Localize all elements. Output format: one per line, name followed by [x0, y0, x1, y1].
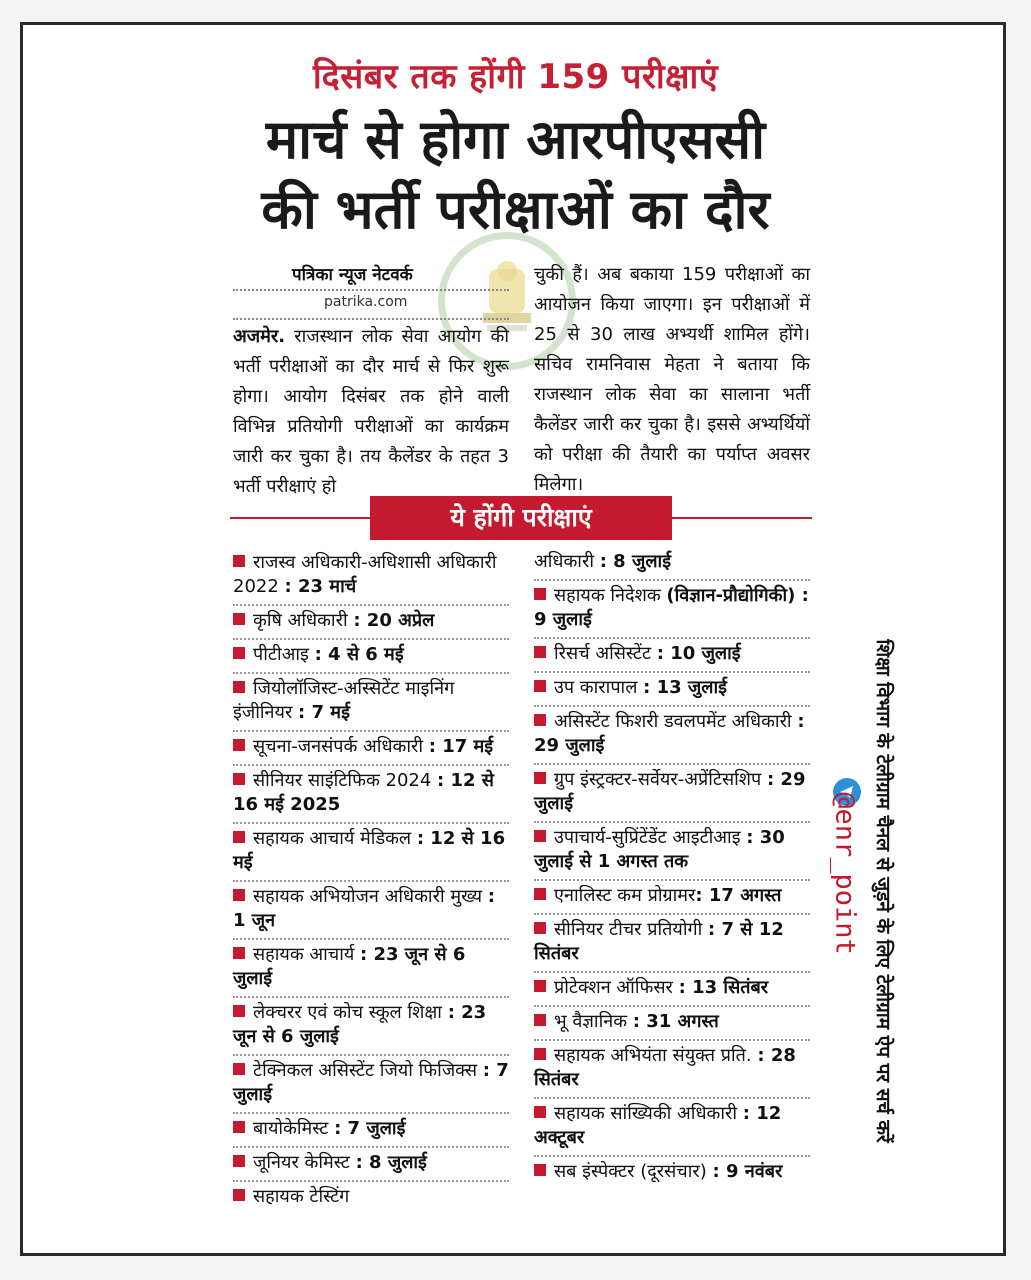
exam-date: (विज्ञान-प्रौद्योगिकी) : 9 जुलाई: [534, 585, 809, 630]
list-item: [233, 1182, 509, 1214]
exam-date: : 9 नवंबर: [712, 1161, 783, 1182]
list-item: [233, 1148, 509, 1182]
exam-date: : 8 जुलाई: [355, 1152, 427, 1173]
side-note: [863, 630, 903, 1160]
bullet-square-icon: [233, 889, 245, 901]
exam-date: : 7 मई: [298, 702, 350, 723]
exam-name: सहायक सांख्यिकी अधिकारी: [554, 1103, 743, 1124]
list-item: [534, 673, 810, 707]
bullet-square-icon: [233, 555, 245, 567]
bullet-square-icon: [233, 831, 245, 843]
bullet-square-icon: [534, 772, 546, 784]
list-item: [233, 674, 509, 732]
exam-date: : 12 से 16 मई 2025: [233, 770, 494, 815]
bullet-square-icon: [534, 980, 546, 992]
exam-name: उप कारापाल: [554, 677, 644, 698]
exam-date: : 10 जुलाई: [656, 643, 741, 664]
exam-date: : 23 जून से 6 जुलाई: [233, 944, 466, 989]
exam-name: भू वैज्ञानिक: [554, 1011, 633, 1032]
exam-name: सहायक अभियोजन अधिकारी मुख्य: [253, 886, 488, 907]
bullet-square-icon: [534, 714, 546, 726]
list-item: [233, 882, 509, 940]
bullet-square-icon: [233, 1063, 245, 1075]
exam-name: ग्रुप इंस्ट्रक्टर-सर्वेयर-अप्रेंटिसशिप: [554, 769, 767, 790]
list-item: [233, 1056, 509, 1114]
list-item: [534, 639, 810, 673]
list-item: [233, 940, 509, 998]
exam-name: जूनियर केमिस्ट: [253, 1152, 356, 1173]
list-item: [534, 915, 810, 973]
list-item: [233, 732, 509, 766]
bullet-square-icon: [233, 1005, 245, 1017]
exam-date: : 1 जून: [233, 886, 495, 931]
exam-date: : 7 जुलाई: [233, 1060, 509, 1105]
exam-name: सहायक टेस्टिंग: [253, 1186, 350, 1207]
list-item: [233, 606, 509, 640]
headline-line-2: की भर्ती परीक्षाओं का दौर: [261, 178, 770, 241]
kicker-headline: दिसंबर तक होंगी 159 परीक्षाएं: [312, 57, 719, 97]
bullet-square-icon: [534, 588, 546, 600]
exam-date: : 31 अगस्त: [632, 1011, 719, 1032]
list-item: [534, 1099, 810, 1157]
exam-name: जियोलॉजिस्ट-अस्सिटेंट माइनिंग इंजीनियर: [233, 678, 455, 723]
bullet-square-icon: [534, 1014, 546, 1026]
bullet-square-icon: [233, 1189, 245, 1201]
exam-name: सहायक आचार्य: [253, 944, 361, 965]
telegram-handle: [820, 780, 866, 1000]
bullet-square-icon: [534, 1164, 546, 1176]
bullet-square-icon: [534, 830, 546, 842]
bullet-square-icon: [534, 680, 546, 692]
exam-name: राजस्व अधिकारी-अधिशासी अधिकारी 2022: [233, 552, 497, 597]
bullet-square-icon: [233, 1155, 245, 1167]
exam-date: : 13 सितंबर: [678, 977, 769, 998]
list-item: [233, 998, 509, 1056]
exam-name: एनालिस्ट कम प्रोग्रामर: [554, 885, 696, 906]
list-item: [534, 823, 810, 881]
list-item: [534, 1007, 810, 1041]
bullet-square-icon: [534, 646, 546, 658]
dateline: अजमेर.: [233, 326, 286, 347]
site-name: patrika.com: [324, 294, 408, 310]
exam-name: सब इंस्पेक्टर (दूरसंचार): [554, 1161, 713, 1182]
exam-date: : 12 से 16 मई: [233, 828, 506, 873]
site-divider: [233, 318, 509, 320]
intro-left-text: राजस्थान लोक सेवा आयोग की भर्ती परीक्षाओं का दौर मार्च से फिर शुरू होगा। आयोग दिसंबर तक होने वाली विभिन्न प्रतियोगी परीक्षाओं का कार्यक्रम जारी कर चुका है। तय कैलेंडर के तहत 3 भर्ती परीक्षाएं हो: [233, 326, 509, 497]
exam-date: : 13 जुलाई: [643, 677, 727, 698]
list-item: [534, 581, 810, 639]
bullet-square-icon: [534, 888, 546, 900]
bullet-square-icon: [233, 647, 245, 659]
bullet-square-icon: [233, 613, 245, 625]
handle-text: @enr_point: [829, 792, 861, 955]
exam-name: रिसर्च असिस्टेंट: [554, 643, 657, 664]
list-item-continued: अधिकारी : 8 जुलाई: [534, 548, 810, 581]
list-item: [534, 1157, 810, 1189]
exam-name: बायोकेमिस्ट: [253, 1118, 335, 1139]
exam-name: लेक्चरर एवं कोच स्कूल शिक्षा: [253, 1002, 448, 1023]
bullet-square-icon: [534, 1106, 546, 1118]
list-item: [233, 766, 509, 824]
intro-right-column: चुकी हैं। अब बकाया 159 परीक्षाओं का आयोजन किया जाएगा। इन परीक्षाओं में 25 से 30 लाख अभ्यर्थी शामिल होंगे। सचिव रामनिवास मेहता ने बताया कि राजस्थान लोक सेवा का सालाना भर्ती कैलेंडर जारी कर चुका है। इससे अभ्यर्थियों को परीक्षा की तैयारी का पर्याप्त अवसर मिलेगा।: [534, 264, 810, 495]
list-item: [233, 640, 509, 674]
section-banner: ये होंगी परीक्षाएं: [370, 496, 672, 540]
bullet-square-icon: [233, 681, 245, 693]
exam-name: सूचना-जनसंपर्क अधिकारी: [253, 736, 429, 757]
headline-line-1: मार्च से होगा आरपीएससी: [265, 108, 766, 171]
bullet-square-icon: [233, 1121, 245, 1133]
bullet-square-icon: [233, 947, 245, 959]
list-item: [534, 765, 810, 823]
exam-list-right: [534, 548, 810, 1189]
exam-name: टेक्निकल असिस्टेंट जियो फिजिक्स: [253, 1060, 483, 1081]
exam-list-left: [233, 548, 509, 1214]
list-item: [233, 824, 509, 882]
exam-date: : 29 जुलाई: [534, 769, 806, 814]
exam-date: : 4 से 6 मई: [314, 644, 404, 665]
exam-date: : 29 जुलाई: [534, 711, 805, 756]
exam-date: : 17 अगस्त: [695, 885, 782, 906]
list-item: [534, 881, 810, 915]
exam-date: : 20 अप्रेल: [353, 610, 435, 631]
list-item: [534, 1041, 810, 1099]
side-note-text: शिक्षा विभाग के टेलीग्राम चैनल से जुड़ने के लिए टेलीग्राम ऐप पर सर्च करें: [872, 639, 894, 1143]
exam-name: सीनियर टीचर प्रतियोगी: [554, 919, 709, 940]
list-item: [233, 548, 509, 606]
exam-date: : 7 से 12 सितंबर: [534, 919, 784, 964]
exam-date: : 23 मार्च: [284, 576, 357, 597]
exam-name: उपाचार्य-सुप्रिंटेंडेंट आइटीआइ: [554, 827, 747, 848]
exam-name: कृषि अधिकारी: [253, 610, 354, 631]
bullet-square-icon: [534, 1048, 546, 1060]
exam-name: पीटीआइ: [253, 644, 315, 665]
byline: पत्रिका न्यूज नेटवर्क: [292, 265, 413, 285]
exam-date: : 30 जुलाई से 1 अगस्त तक: [534, 827, 785, 872]
exam-date: : 12 अक्टूबर: [534, 1103, 782, 1148]
exam-name: सहायक आचार्य मेडिकल: [253, 828, 417, 849]
exam-date: : 7 जुलाई: [334, 1118, 406, 1139]
list-item: [534, 973, 810, 1007]
bullet-square-icon: [233, 739, 245, 751]
exam-name: सीनियर साइंटिफिक 2024: [253, 770, 438, 791]
bullet-square-icon: [534, 922, 546, 934]
list-item: [233, 1114, 509, 1148]
exam-name: सहायक निदेशक: [554, 585, 667, 606]
exam-date: : 23 जून से 6 जुलाई: [233, 1002, 487, 1047]
byline-divider: [233, 289, 509, 291]
bullet-square-icon: [233, 773, 245, 785]
exam-name: असिस्टेंट फिशरी डवलपमेंट अधिकारी: [554, 711, 798, 732]
intro-left-column: [233, 322, 509, 502]
exam-date: : 28 सितंबर: [534, 1045, 796, 1090]
exam-name: सहायक अभियंता संयुक्त प्रति.: [554, 1045, 758, 1066]
exam-name: प्रोटेक्शन ऑफिसर: [554, 977, 679, 998]
list-item: [534, 707, 810, 765]
exam-date: : 17 मई: [428, 736, 494, 757]
